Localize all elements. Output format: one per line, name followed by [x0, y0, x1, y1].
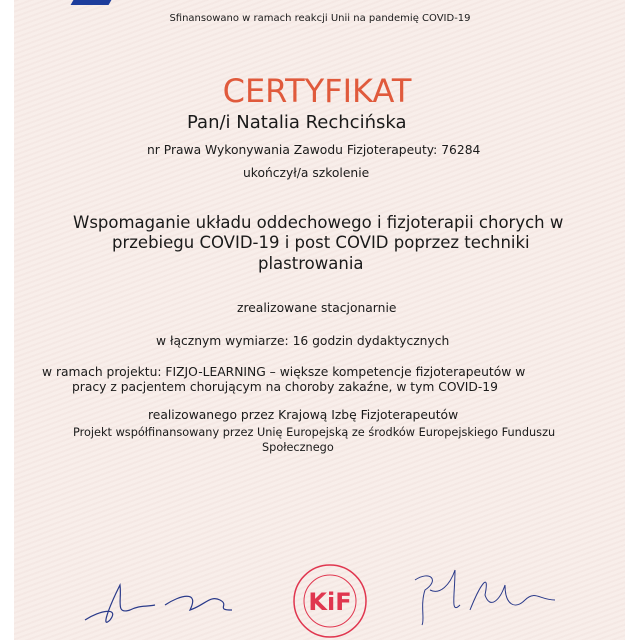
project-line: pracy z pacjentem chorującym na choroby zakaźne, w tym COVID-19 [72, 380, 498, 394]
cofinance-line: Społecznego [262, 441, 334, 454]
project-line: w ramach projektu: FIZJO-LEARNING – większe kompetencje fizjoterapeutów w [42, 365, 526, 379]
recipient-name: Pan/i Natalia Rechcińska [187, 112, 407, 133]
svg-text:KiF: KiF [308, 588, 352, 616]
signature-left [80, 565, 240, 635]
course-title-line: plastrowania [258, 254, 364, 273]
course-mode: zrealizowane stacjonarnie [237, 301, 397, 315]
completed-label: ukończył/a szkolenie [243, 166, 370, 180]
cofinance-line: Projekt współfinansowany przez Unię Europejską ze środków Europejskiego Funduszu [73, 426, 556, 439]
course-title-line: przebiegu COVID-19 i post COVID poprzez techniki [112, 233, 530, 252]
license-number: nr Prawa Wykonywania Zawodu Fizjoterapeuty: 76284 [147, 143, 481, 157]
course-hours: w łącznym wymiarze: 16 godzin dydaktycznych [156, 334, 450, 348]
kif-stamp [292, 563, 368, 639]
signature-right [410, 565, 560, 635]
funding-note: Sfinansowano w ramach reakcji Unii na pandemię COVID-19 [169, 13, 471, 24]
eu-flag-logo [71, 0, 112, 5]
certificate-title: CERTYFIKAT [222, 72, 412, 110]
organizer: realizowanego przez Krajową Izbę Fizjoterapeutów [148, 408, 459, 422]
course-title-line: Wspomaganie układu oddechowego i fizjoterapii chorych w [73, 213, 564, 232]
